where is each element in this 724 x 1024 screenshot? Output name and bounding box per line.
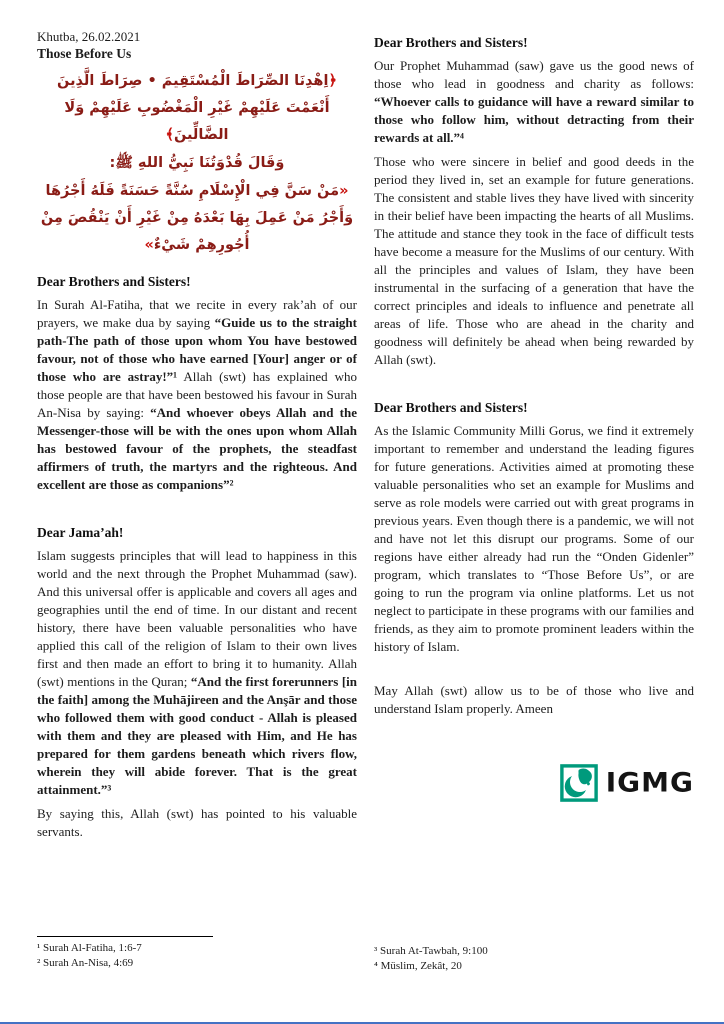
paragraph: Those who were sincere in belief and good deeds in the period they lived in, set an example for future generations. The consistent and stable lives they have lived with sincerity in their belief have been impacting the hearts of all Muslims. The attitude and stance they took in the face of difficult tests have become a measure for the Muslims of our century. With all the principles and values of Islam, they have been instrumental in the surfacing of a generation that have the correct principles and ideals to influence and penetrate all areas of life. Those who are ahead in the charity and goodness will definitely be ahead when being rewarded by Allah (swt).: [374, 154, 694, 367]
footnote-item: ² Surah An-Nisa, 4:69: [37, 957, 134, 969]
paragraph: As the Islamic Community Milli Gorus, we find it extremely important to remember and understand the leading figures for future generations. Activities aimed at promoting these valuable personalities who set an example for Muslims and serve as role models were carried out with great programs in previous years. Even though there is a pandemic, we will not and have not let this disrupt our programs. Some of our regions have either already had run the “Onden Gidenler” program, which translates to “Those Before Us”, or are going to run the program via online platforms. Let us not neglect to participate in these programs with our families and friends, as they aim to promote prominent leaders within the history of Islam.: [374, 423, 694, 654]
section-heading: Dear Brothers and Sisters!: [374, 400, 528, 415]
paragraph: Our Prophet Muhammad (saw) gave us the good news of those who lead in goodness and charity as follows: “Whoever calls to guidance will have a reward similar to those who follow him, without detracting from their rewards at all.”⁴: [374, 58, 694, 145]
section-heading: Dear Brothers and Sisters!: [374, 35, 528, 50]
left-column: [37, 28, 357, 847]
page-title: Those Before Us: [37, 46, 132, 61]
paragraph: In Surah Al-Fatiha, that we recite in every rak’ah of our prayers, we make dua by saying “Guide us to the straight path-The path of those upon whom You have bestowed favour, not of those who have earned [Your] anger or of those who are astray!”¹ Allah (swt) has explained who those people are that have been bestowed his favour in Surah An-Nisa by saying: “And whoever obeys Allah and the Messenger-those will be with the ones upon whom Allah has bestowed favour of the prophets, the steadfast affirmers of truth, the martyrs and the righteous. And excellent are those as companions”²: [37, 297, 357, 492]
hadith-quote-close: »: [144, 237, 154, 253]
arabic-transition-line: وَقَالَ قُدْوَتُنَا نَبِيُّ اللهِ ﷺ:: [109, 155, 285, 171]
arabic-quran-verse: ﴿اِهْدِنَا الصِّرَاطَ الْمُسْتَقِيمَ • صِرَاطَ الَّذِينَ أَنْعَمْتَ عَلَيْهِمْ غَيْرِ الْمَغْضُوبِ عَلَيْهِمْ وَلَا الضَّالِّينَ﴾: [57, 73, 337, 143]
arabic-hadith: «مَنْ سَنَّ فِي الْإِسْلَامِ سُنَّةً حَسَنَةً فَلَهُ أَجْرُهَا وَأَجْرُ مَنْ عَمِلَ بِهَا بَعْدَهُ مِنْ غَيْرِ أَنْ يَنْقُصَ مِنْ أُجُورِهِمْ شَيْءٌ»: [40, 183, 354, 253]
closing-dua-paragraph: May Allah (swt) allow us to be of those who live and understand Islam properly. Ameen: [374, 683, 694, 716]
khutba-date: Khutba, 26.02.2021: [37, 29, 141, 44]
hadith-quote-open: «: [339, 183, 349, 199]
arabic-block: [37, 68, 357, 259]
footnote-separator: [37, 936, 213, 937]
ornate-bracket-open: ﴿: [328, 73, 337, 89]
ornate-bracket-close: ﴾: [165, 127, 174, 143]
paragraph: By saying this, Allah (swt) has pointed to his valuable servants.: [37, 806, 357, 839]
igmg-emblem-crescent-icon: [560, 764, 598, 802]
footnote-item: ¹ Surah Al-Fatiha, 1:6-7: [37, 942, 142, 954]
footnote-item: ³ Surah At-Tawbah, 9:100: [374, 945, 488, 957]
section-heading: Dear Brothers and Sisters!: [37, 274, 191, 289]
footnote-item: ⁴ Müslim, Zekât, 20: [374, 960, 462, 972]
igmg-wordmark: IGMG: [605, 766, 694, 799]
right-column: [374, 34, 694, 802]
section-heading: Dear Jama’ah!: [37, 525, 124, 540]
igmg-logo: [374, 764, 694, 802]
footnotes-right: [374, 944, 694, 974]
footnotes-left: [37, 936, 357, 971]
paragraph: Islam suggests principles that will lead to happiness in this world and the next through the Prophet Muhammad (saw). And this universal offer is applicable and covers all ages and geographies until the end of time. In our distant and recent history, there have been valuable personalities who have applied this call of the religion of Islam to their own lives first and then made an effort to bring it to humanity. Allah (swt) mentions in the Quran; “And the first forerunners [in the faith] among the Muhājireen and the Anşār and those who followed them with good conduct - Allah is pleased with them and they are pleased with Him, and He has prepared for them gardens beneath which rivers flow, wherein they will abide forever. That is the great attainment.”³: [37, 548, 357, 797]
